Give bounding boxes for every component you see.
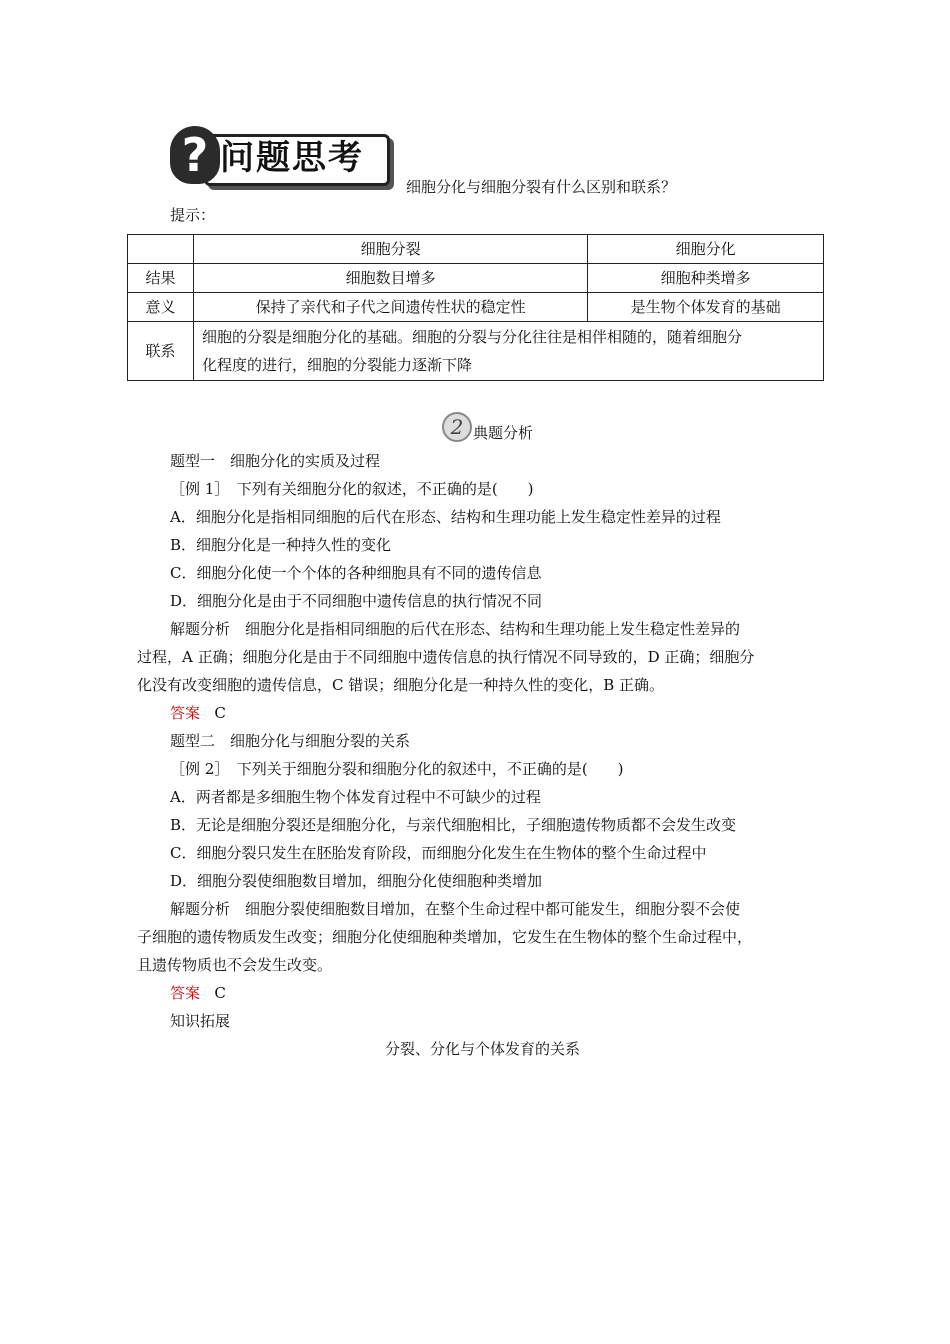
- example2-option: A．两者都是多细胞生物个体发育过程中不可缺少的过程: [170, 788, 541, 806]
- question-mark-icon: ?: [170, 126, 220, 184]
- example1-option: C．细胞分化使一个个体的各种细胞具有不同的遗传信息: [170, 564, 542, 582]
- answer-value: C: [214, 984, 226, 1002]
- example2-analysis-line: 子细胞的遗传物质发生改变；细胞分化使细胞种类增加，它发生在生物体的整个生命过程中，: [137, 928, 753, 946]
- example1-option: D．细胞分化是由于不同细胞中遗传信息的执行情况不同: [170, 592, 543, 610]
- table-cell: 细胞数目增多: [193, 264, 587, 293]
- example1-analysis-line: 解题分析 细胞分化是指相同细胞的后代在形态、结构和生理功能上发生稳定性差异的: [170, 620, 741, 638]
- table-header-cell: 细胞分化: [588, 235, 824, 264]
- table-row: [128, 264, 824, 293]
- table-cell: 保持了亲代和子代之间遗传性状的稳定性: [193, 293, 587, 322]
- section-number-icon: 2: [442, 412, 472, 442]
- relation-line: 化程度的进行，细胞的分裂能力逐渐下降: [201, 356, 472, 374]
- table-header-cell: [128, 235, 194, 264]
- table-cell: 细胞种类增多: [588, 264, 824, 293]
- section-badge: [170, 126, 390, 188]
- table-row: [128, 293, 824, 322]
- row-label: 结果: [128, 264, 194, 293]
- extension-label: 知识拓展: [170, 1012, 231, 1030]
- example2-analysis-line: 解题分析 细胞分裂使细胞数目增加，在整个生命过程中都可能发生，细胞分裂不会使: [170, 900, 741, 918]
- hint-label: 提示：: [170, 206, 216, 224]
- type2-title: 题型二 细胞分化与细胞分裂的关系: [170, 732, 411, 750]
- example1-question: ［例 1］ 下列有关细胞分化的叙述，不正确的是( ): [170, 480, 534, 498]
- example2-option: B．无论是细胞分裂还是细胞分化，与亲代细胞相比，子细胞遗传物质都不会发生改变: [170, 816, 737, 834]
- example2-question: ［例 2］ 下列关于细胞分裂和细胞分化的叙述中，不正确的是( ): [170, 760, 624, 778]
- example1-answer: [170, 702, 226, 723]
- row-label: 意义: [128, 293, 194, 322]
- type1-title: 题型一 细胞分化的实质及过程: [170, 452, 381, 470]
- example2-analysis-line: 且遗传物质也不会发生改变。: [137, 956, 333, 974]
- relation-line: 细胞的分裂是细胞分化的基础。细胞的分裂与分化往往是相伴相随的，随着细胞分: [201, 328, 742, 346]
- example1-option: A．细胞分化是指相同细胞的后代在形态、结构和生理功能上发生稳定性差异的过程: [170, 508, 721, 526]
- section-title: 典题分析: [473, 424, 534, 442]
- example1-option: B．细胞分化是一种持久性的变化: [170, 536, 392, 554]
- example2-option: C．细胞分裂只发生在胚胎发育阶段，而细胞分化发生在生物体的整个生命过程中: [170, 844, 707, 862]
- table-cell: 是生物个体发育的基础: [588, 293, 824, 322]
- relation-cell: [193, 322, 823, 381]
- answer-value: C: [214, 704, 226, 722]
- example2-answer: [170, 982, 226, 1003]
- table-header-row: [128, 235, 824, 264]
- question-text: 细胞分化与细胞分裂有什么区别和联系？: [406, 178, 677, 196]
- badge-title: 问题思考: [220, 138, 364, 178]
- table-header-cell: 细胞分裂: [193, 235, 587, 264]
- extension-caption: 分裂、分化与个体发育的关系: [385, 1040, 581, 1058]
- answer-label: 答案: [170, 704, 201, 722]
- row-label: 联系: [128, 322, 194, 381]
- example2-option: D．细胞分裂使细胞数目增加，细胞分化使细胞种类增加: [170, 872, 543, 890]
- answer-label: 答案: [170, 984, 201, 1002]
- comparison-table: [127, 234, 824, 381]
- table-row: [128, 322, 824, 381]
- example1-analysis-line: 过程，A 正确；细胞分化是由于不同细胞中遗传信息的执行情况不同导致的，D 正确；细胞分: [137, 648, 755, 666]
- example1-analysis-line: 化没有改变细胞的遗传信息，C 错误；细胞分化是一种持久性的变化，B 正确。: [137, 676, 665, 694]
